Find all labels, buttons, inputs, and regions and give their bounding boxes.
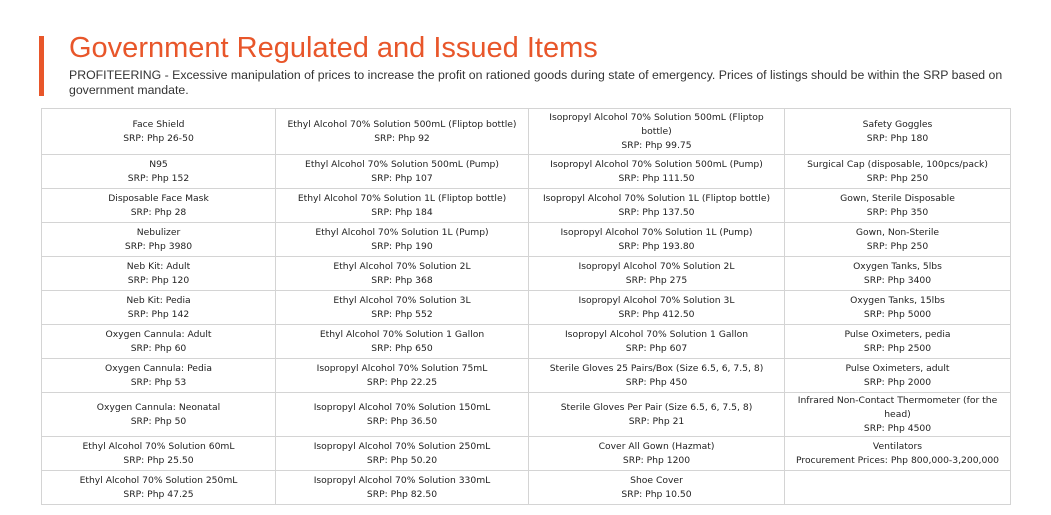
- item-name: Face Shield: [132, 118, 185, 130]
- item-price: Procurement Prices: Php 800,000-3,200,000: [795, 454, 1000, 466]
- item-price: SRP: Php 82.50: [366, 488, 438, 500]
- item-price: SRP: Php 412.50: [618, 308, 695, 320]
- item-price: SRP: Php 25.50: [123, 454, 194, 466]
- item-cell: [42, 291, 276, 325]
- item-price: SRP: Php 50: [130, 415, 187, 427]
- table-row: [42, 223, 1011, 257]
- item-name: Neb Kit: Pedia: [126, 294, 191, 306]
- item-price: SRP: Php 47.25: [123, 488, 194, 500]
- item-cell: [785, 393, 1011, 437]
- item-name: Pulse Oximeters, pedia: [844, 328, 951, 340]
- item-cell: [276, 359, 529, 393]
- item-name: Gown, Non-Sterile: [855, 226, 940, 238]
- item-name: Oxygen Tanks, 15lbs: [850, 294, 945, 306]
- item-name: Pulse Oximeters, adult: [845, 362, 950, 374]
- table-row: [42, 437, 1011, 471]
- item-price: SRP: Php 50.20: [366, 454, 438, 466]
- item-price: SRP: Php 21: [628, 415, 685, 427]
- item-name: Ethyl Alcohol 70% Solution 1 Gallon: [319, 328, 485, 340]
- item-name: Isopropyl Alcohol 70% Solution 1L (Pump): [560, 226, 753, 238]
- item-cell: [42, 393, 276, 437]
- item-cell: [529, 325, 785, 359]
- item-cell: [276, 189, 529, 223]
- item-name: Isopropyl Alcohol 70% Solution 1 Gallon: [564, 328, 749, 340]
- item-name: Oxygen Cannula: Neonatal: [96, 401, 221, 413]
- item-cell: [276, 325, 529, 359]
- table-row: [42, 109, 1011, 155]
- item-name: Isopropyl Alcohol 70% Solution 250mL: [313, 440, 491, 452]
- item-name: Ethyl Alcohol 70% Solution 250mL: [79, 474, 238, 486]
- item-price: SRP: Php 142: [127, 308, 190, 320]
- item-name: Ethyl Alcohol 70% Solution 60mL: [82, 440, 235, 452]
- item-cell: [42, 223, 276, 257]
- item-price: SRP: Php 3400: [863, 274, 932, 286]
- item-name: Isopropyl Alcohol 70% Solution 150mL: [313, 401, 491, 413]
- page-description: PROFITEERING - Excessive manipulation of prices to increase the profit on rationed goods during state of emergency. Prices of listings should be within the SRP based on government mandate.: [69, 68, 1003, 97]
- table-row: [42, 359, 1011, 393]
- item-name: Oxygen Cannula: Pedia: [105, 362, 212, 374]
- price-table: [41, 108, 1011, 505]
- item-price: SRP: Php 2500: [863, 342, 932, 354]
- item-price: SRP: Php 36.50: [366, 415, 438, 427]
- item-price: SRP: Php 3980: [124, 240, 193, 252]
- item-cell: [276, 291, 529, 325]
- item-cell: [42, 437, 276, 471]
- item-cell: [529, 189, 785, 223]
- item-price: SRP: Php 26-50: [123, 132, 194, 144]
- item-cell: [529, 471, 785, 505]
- item-cell: [785, 257, 1011, 291]
- item-name: Ethyl Alcohol 70% Solution 1L (Fliptop bottle): [297, 192, 507, 204]
- item-cell: [276, 155, 529, 189]
- item-cell: [785, 359, 1011, 393]
- table-row: [42, 325, 1011, 359]
- item-cell: [42, 325, 276, 359]
- item-price: SRP: Php 180: [866, 132, 929, 144]
- item-cell: [785, 223, 1011, 257]
- item-cell: [42, 155, 276, 189]
- item-name: Gown, Sterile Disposable: [840, 192, 955, 204]
- table-row: [42, 257, 1011, 291]
- item-price: SRP: Php 4500: [863, 422, 932, 434]
- item-name: Isopropyl Alcohol 70% Solution 330mL: [313, 474, 491, 486]
- item-price: SRP: Php 607: [625, 342, 688, 354]
- item-cell: [42, 189, 276, 223]
- item-price: SRP: Php 250: [866, 240, 929, 252]
- item-price: SRP: Php 552: [371, 308, 433, 320]
- item-cell: [42, 257, 276, 291]
- item-cell: [529, 291, 785, 325]
- item-price: SRP: Php 5000: [863, 308, 932, 320]
- item-name: Sterile Gloves Per Pair (Size 6.5, 6, 7.5, 8): [560, 401, 753, 413]
- item-name: Isopropyl Alcohol 70% Solution 2L: [578, 260, 735, 272]
- item-name: Isopropyl Alcohol 70% Solution 3L: [578, 294, 735, 306]
- table-row: [42, 393, 1011, 437]
- item-name: Sterile Gloves 25 Pairs/Box (Size 6.5, 6, 7.5, 8): [549, 362, 764, 374]
- item-name: Disposable Face Mask: [108, 192, 209, 204]
- item-price: SRP: Php 450: [625, 376, 688, 388]
- item-cell: [529, 393, 785, 437]
- item-price: SRP: Php 193.80: [618, 240, 695, 252]
- item-name: Surgical Cap (disposable, 100pcs/pack): [807, 158, 988, 170]
- item-name: Isopropyl Alcohol 70% Solution 500mL (Pump): [550, 158, 763, 170]
- item-cell: [276, 471, 529, 505]
- item-cell: [276, 223, 529, 257]
- item-cell: [529, 109, 785, 155]
- item-cell: [785, 437, 1011, 471]
- item-cell: [529, 437, 785, 471]
- item-price: SRP: Php 1200: [622, 454, 691, 466]
- item-price: SRP: Php 137.50: [618, 206, 695, 218]
- accent-bar: [39, 36, 44, 96]
- item-price: SRP: Php 92: [374, 132, 430, 144]
- item-cell: [529, 155, 785, 189]
- item-name: Isopropyl Alcohol 70% Solution 500mL (Fliptop bottle): [549, 111, 764, 137]
- item-cell: [529, 223, 785, 257]
- table-row: [42, 291, 1011, 325]
- item-name: N95: [149, 158, 168, 170]
- item-name: Ethyl Alcohol 70% Solution 500mL (Fliptop bottle): [287, 118, 517, 130]
- item-price: SRP: Php 22.25: [366, 376, 438, 388]
- item-name: Oxygen Cannula: Adult: [105, 328, 212, 340]
- item-cell: [276, 437, 529, 471]
- item-name: Ethyl Alcohol 70% Solution 2L: [333, 260, 471, 272]
- item-cell: [785, 291, 1011, 325]
- item-price: SRP: Php 60: [130, 342, 187, 354]
- item-price: SRP: Php 152: [127, 172, 190, 184]
- item-cell: [529, 257, 785, 291]
- item-name: Ventilators: [872, 440, 923, 452]
- item-price: SRP: Php 350: [866, 206, 929, 218]
- table-row: [42, 155, 1011, 189]
- item-name: Ethyl Alcohol 70% Solution 3L: [333, 294, 471, 306]
- item-price: SRP: Php 53: [130, 376, 187, 388]
- item-price: SRP: Php 250: [866, 172, 929, 184]
- item-price: SRP: Php 28: [130, 206, 187, 218]
- item-cell: [42, 109, 276, 155]
- item-price: SRP: Php 275: [625, 274, 688, 286]
- item-cell: [785, 189, 1011, 223]
- item-price: SRP: Php 650: [371, 342, 433, 354]
- item-cell: [42, 471, 276, 505]
- item-cell: [785, 471, 1011, 505]
- item-price: SRP: Php 184: [371, 206, 433, 218]
- item-cell: [276, 257, 529, 291]
- item-cell: [42, 359, 276, 393]
- item-price: SRP: Php 107: [371, 172, 433, 184]
- item-name: Isopropyl Alcohol 70% Solution 1L (Fliptop bottle): [542, 192, 771, 204]
- item-price: SRP: Php 10.50: [621, 488, 692, 500]
- table-row: [42, 471, 1011, 505]
- item-name: Cover All Gown (Hazmat): [598, 440, 715, 452]
- item-price: SRP: Php 120: [127, 274, 190, 286]
- item-name: Infrared Non-Contact Thermometer (for the head): [797, 394, 998, 420]
- item-name: Nebulizer: [136, 226, 181, 238]
- item-cell: [785, 325, 1011, 359]
- item-cell: [785, 109, 1011, 155]
- item-cell: [276, 393, 529, 437]
- item-name: Ethyl Alcohol 70% Solution 500mL (Pump): [305, 158, 499, 170]
- item-cell: [276, 109, 529, 155]
- item-name: Ethyl Alcohol 70% Solution 1L (Pump): [315, 226, 489, 238]
- table-row: [42, 189, 1011, 223]
- item-price: SRP: Php 111.50: [618, 172, 695, 184]
- item-name: Isopropyl Alcohol 70% Solution 75mL: [316, 362, 488, 374]
- item-name: Oxygen Tanks, 5lbs: [853, 260, 942, 272]
- item-price: SRP: Php 368: [371, 274, 433, 286]
- item-cell: [529, 359, 785, 393]
- page-title: Government Regulated and Issued Items: [69, 32, 598, 64]
- item-cell: [785, 155, 1011, 189]
- item-name: Safety Goggles: [862, 118, 933, 130]
- item-price: SRP: Php 2000: [863, 376, 932, 388]
- item-name: Shoe Cover: [630, 474, 683, 486]
- item-price: SRP: Php 190: [371, 240, 433, 252]
- item-price: SRP: Php 99.75: [621, 139, 692, 151]
- item-name: Neb Kit: Adult: [126, 260, 191, 272]
